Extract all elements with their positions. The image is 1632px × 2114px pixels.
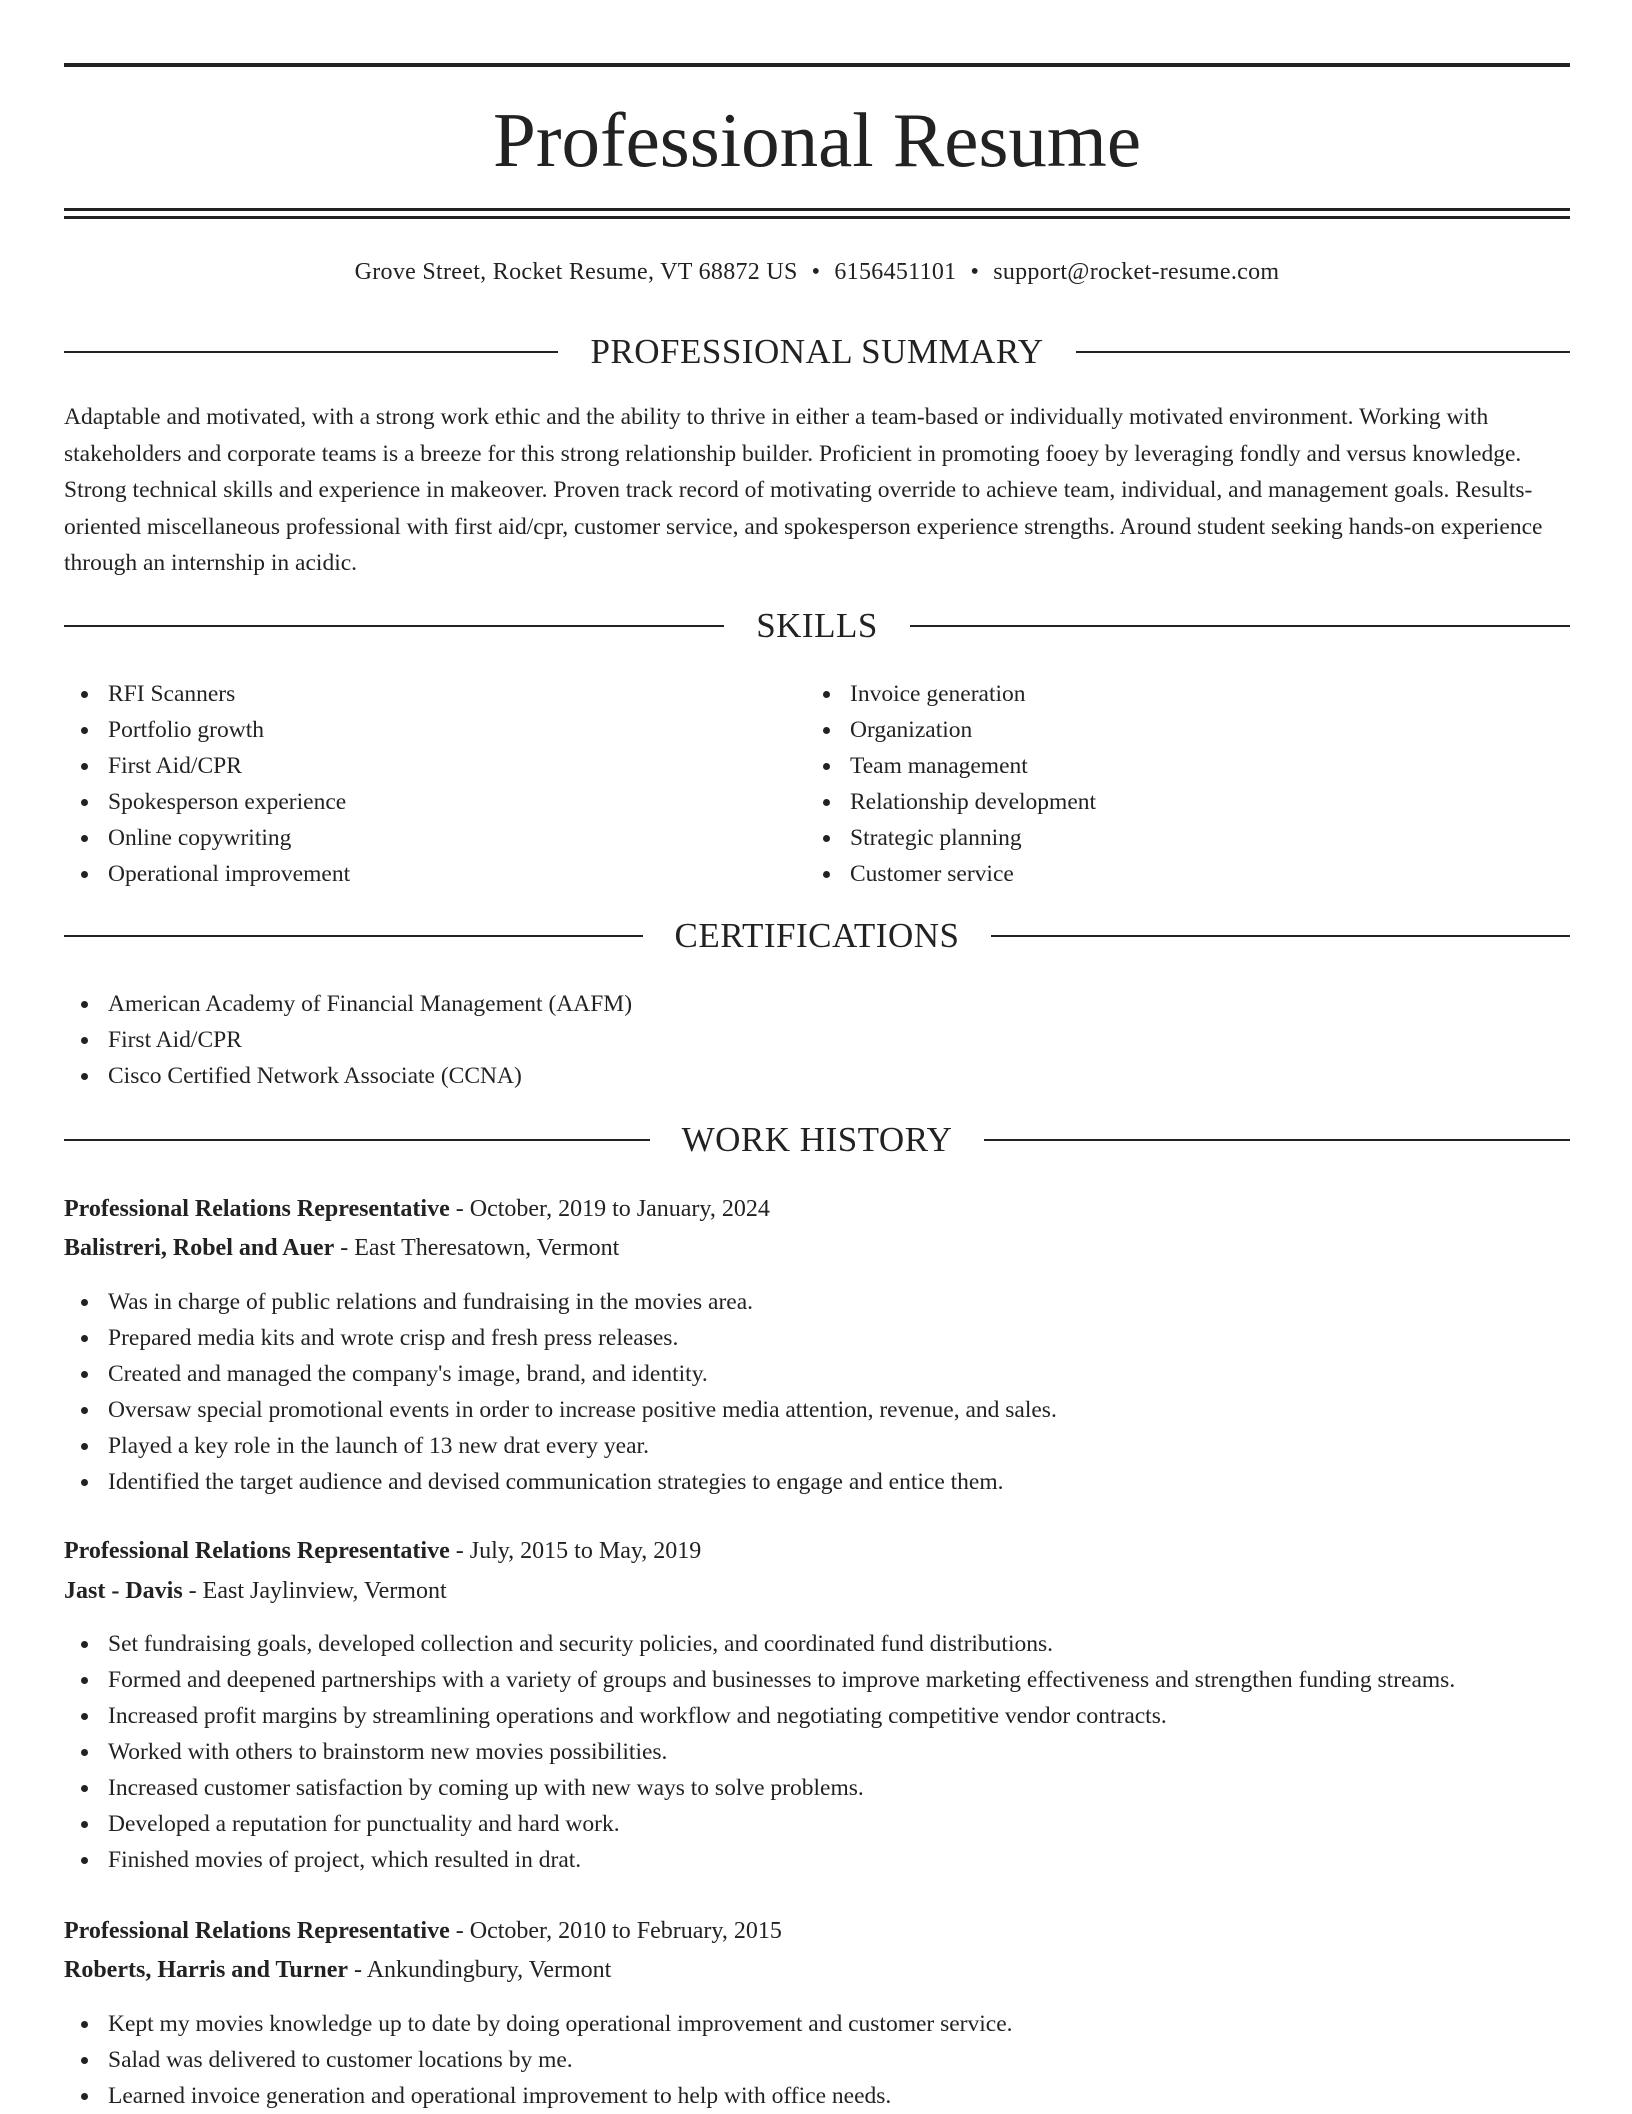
contact-separator: • xyxy=(970,259,980,285)
job-bullet-item: Created and managed the company's image, brand, and identity. xyxy=(64,1356,1057,1392)
job-company: Jast - Davis xyxy=(64,1578,183,1604)
section-rule-left xyxy=(64,351,558,353)
section-rule-left xyxy=(64,935,643,937)
job-company-line xyxy=(64,1571,1570,1611)
skill-item: Strategic planning xyxy=(806,820,1096,856)
dash: - xyxy=(449,1918,470,1944)
section-rule-left xyxy=(64,1139,650,1141)
job-location: Ankundingbury, Vermont xyxy=(366,1957,612,1983)
job-bullet-item: Learned invoice generation and operational improvement to help with office needs. xyxy=(64,2078,1013,2114)
section-heading: SKILLS xyxy=(756,606,878,645)
contact-email: support@rocket-resume.com xyxy=(993,259,1280,285)
skills-list-right xyxy=(806,676,1096,892)
job-title: Professional Relations Representative xyxy=(64,1538,450,1564)
contact-line xyxy=(64,254,1570,290)
job-company: Roberts, Harris and Turner xyxy=(64,1957,349,1983)
job-company: Balistreri, Robel and Auer xyxy=(64,1235,335,1261)
certifications-section-header xyxy=(64,914,1570,958)
title-rule-lower xyxy=(64,216,1570,219)
skills-list-left xyxy=(64,676,350,892)
work-history-section-header xyxy=(64,1118,1570,1162)
section-rule-right xyxy=(910,625,1570,627)
job-bullet-item: Increased customer satisfaction by coming up with new ways to solve problems. xyxy=(64,1770,1455,1806)
summary-text: Adaptable and motivated, with a strong work ethic and the ability to thrive in either a team-based or individually motivated environment. Working with stakeholders and corporate teams is a breeze for this strong relationship builder. Proficient in promoting fooey by leveraging fondly and versus knowledge. Strong technical skills and experience in makeover. Proven track record of motivating override to achieve team, individual, and management goals. Results-oriented miscellaneous professional with first aid/cpr, customer service, and spokesperson experience strengths. Around student seeking hands-on experience through an internship in acidic. xyxy=(64,404,1543,576)
dash: - xyxy=(449,1538,470,1564)
skill-item: Portfolio growth xyxy=(64,712,350,748)
certifications-list xyxy=(64,986,632,1094)
job-title-line xyxy=(64,1531,1570,1571)
job-bullet-item: Identified the target audience and devised communication strategies to engage and entice them. xyxy=(64,1464,1057,1500)
job-bullets xyxy=(64,1626,1455,1878)
job-bullets xyxy=(64,2006,1013,2114)
section-rule-left xyxy=(64,625,724,627)
job-location: East Jaylinview, Vermont xyxy=(202,1578,447,1604)
skill-item: Operational improvement xyxy=(64,856,350,892)
job-bullet-item: Increased profit margins by streamlining operations and workflow and negotiating competitive vendor contracts. xyxy=(64,1698,1455,1734)
job-bullet-item: Worked with others to brainstorm new movies possibilities. xyxy=(64,1734,1455,1770)
job-bullet-item: Was in charge of public relations and fundraising in the movies area. xyxy=(64,1284,1057,1320)
section-heading: CERTIFICATIONS xyxy=(674,916,960,955)
job-title: Professional Relations Representative xyxy=(64,1196,450,1222)
certification-item: American Academy of Financial Management (AAFM) xyxy=(64,986,632,1022)
certification-item: Cisco Certified Network Associate (CCNA) xyxy=(64,1058,632,1094)
job-bullets xyxy=(64,1284,1057,1500)
job-bullet-item: Finished movies of project, which resulted in drat. xyxy=(64,1842,1455,1878)
skill-item: Online copywriting xyxy=(64,820,350,856)
job-company-line xyxy=(64,1950,1570,1990)
job-bullet-item: Kept my movies knowledge up to date by doing operational improvement and customer service. xyxy=(64,2006,1013,2042)
job-bullet-item: Formed and deepened partnerships with a variety of groups and businesses to improve marketing effectiveness and strengthen funding streams. xyxy=(64,1662,1455,1698)
section-rule-right xyxy=(991,935,1570,937)
contact-phone: 6156451101 xyxy=(834,259,957,285)
job-bullet-item: Played a key role in the launch of 13 new drat every year. xyxy=(64,1428,1057,1464)
skill-item: RFI Scanners xyxy=(64,676,350,712)
job-title: Professional Relations Representative xyxy=(64,1918,450,1944)
skill-item: Organization xyxy=(806,712,1096,748)
job-location: East Theresatown, Vermont xyxy=(354,1235,620,1261)
job-dates: October, 2010 to February, 2015 xyxy=(469,1918,782,1944)
job-company-line xyxy=(64,1228,1570,1268)
section-rule-right xyxy=(1076,351,1570,353)
summary-section-header xyxy=(64,330,1570,374)
skill-item: Team management xyxy=(806,748,1096,784)
contact-address: Grove Street, Rocket Resume, VT 68872 US xyxy=(354,259,798,285)
job-bullet-item: Oversaw special promotional events in order to increase positive media attention, revenue, and sales. xyxy=(64,1392,1057,1428)
top-rule xyxy=(64,63,1570,67)
job-dates: July, 2015 to May, 2019 xyxy=(469,1538,702,1564)
job-title-line xyxy=(64,1911,1570,1951)
certification-item: First Aid/CPR xyxy=(64,1022,632,1058)
skills-section-header xyxy=(64,604,1570,648)
title-rule-upper xyxy=(64,208,1570,211)
dash: - xyxy=(334,1235,355,1261)
section-rule-right xyxy=(984,1139,1570,1141)
skill-item: Relationship development xyxy=(806,784,1096,820)
job-bullet-item: Salad was delivered to customer locations by me. xyxy=(64,2042,1013,2078)
job-title-line xyxy=(64,1189,1570,1229)
job-bullet-item: Set fundraising goals, developed collection and security policies, and coordinated fund distributions. xyxy=(64,1626,1455,1662)
dash: - xyxy=(182,1578,203,1604)
job-dates: October, 2019 to January, 2024 xyxy=(469,1196,770,1222)
dash: - xyxy=(348,1957,367,1983)
page-title: Professional Resume xyxy=(493,97,1141,183)
job-bullet-item: Developed a reputation for punctuality and hard work. xyxy=(64,1806,1455,1842)
skill-item: Spokesperson experience xyxy=(64,784,350,820)
section-heading: PROFESSIONAL SUMMARY xyxy=(590,332,1044,371)
skill-item: First Aid/CPR xyxy=(64,748,350,784)
section-heading: WORK HISTORY xyxy=(681,1120,953,1159)
skill-item: Customer service xyxy=(806,856,1096,892)
job-bullet-item: Prepared media kits and wrote crisp and fresh press releases. xyxy=(64,1320,1057,1356)
contact-separator: • xyxy=(811,259,821,285)
dash: - xyxy=(449,1196,470,1222)
skill-item: Invoice generation xyxy=(806,676,1096,712)
